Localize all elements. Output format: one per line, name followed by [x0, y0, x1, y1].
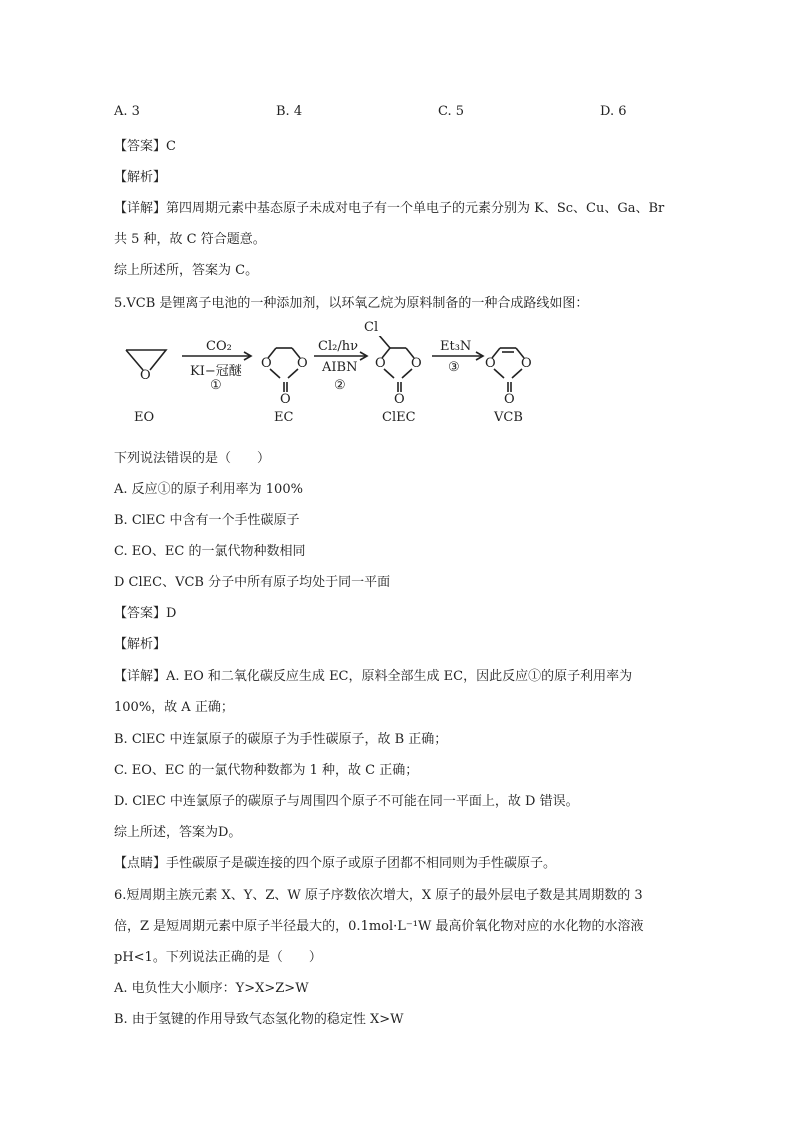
q4-detail-line2: 共 5 种，故 C 符合题意。 — [114, 232, 266, 247]
q4-analysis: 【解析】 — [114, 170, 167, 185]
q5-question: 下列说法错误的是（ ） — [114, 451, 271, 466]
option-d: D. 6 — [600, 104, 627, 119]
q5-stem: 5.VCB 是锂离子电池的一种添加剂，以环氧乙烷为原料制备的一种合成路线如图： — [114, 296, 589, 311]
q6-option-a: A. 电负性大小顺序：Y>X>Z>W — [114, 981, 309, 996]
q5-detail-line4: C. EO、EC 的一氯代物种数都为 1 种，故 C 正确； — [114, 763, 419, 778]
q6-stem-line3: pH<1。下列说法正确的是（ ） — [114, 950, 322, 965]
option-b: B. 4 — [276, 104, 303, 119]
clec-carbonyl-oxygen: O — [394, 392, 405, 407]
step1-number: ① — [210, 378, 222, 393]
vcb-oxygen-right: O — [521, 356, 532, 371]
step2-number: ② — [334, 378, 346, 393]
eo-structure — [126, 350, 166, 370]
vcb-carbonyl-oxygen: O — [504, 392, 515, 407]
q5-option-c: C. EO、EC 的一氯代物种数相同 — [114, 544, 306, 559]
clec-oxygen-left: O — [375, 356, 386, 371]
q5-detail-line1: 【详解】A. EO 和二氧化碳反应生成 EC，原料全部生成 EC，因此反应①的原子利用率为 — [114, 669, 633, 684]
step1-reagent-bottom: KI−冠醚 — [190, 364, 242, 379]
q5-detail-line3: B. ClEC 中连氯原子的碳原子为手性碳原子，故 B 正确； — [114, 732, 448, 747]
ec-carbonyl-oxygen: O — [280, 392, 291, 407]
q5-answer: 【答案】D — [114, 606, 177, 621]
q5-analysis: 【解析】 — [114, 637, 167, 652]
step2-reagent-top: Cl₂/hν — [318, 339, 358, 354]
q5-summary: 综上所述，答案为D。 — [114, 825, 242, 840]
label-vcb: VCB — [494, 410, 523, 425]
q5-option-b: B. ClEC 中含有一个手性碳原子 — [114, 513, 300, 528]
q6-option-b: B. 由于氢键的作用导致气态氢化物的稳定性 X>W — [114, 1012, 404, 1027]
q6-stem-line1: 6.短周期主族元素 X、Y、Z、W 原子序数依次增大，X 原子的最外层电子数是其周期数的 3 — [114, 888, 643, 903]
vcb-structure — [492, 348, 524, 392]
q5-detail-line5: D. ClEC 中连氯原子的碳原子与周围四个原子不可能在同一平面上，故 D 错误。 — [114, 794, 579, 809]
q5-option-a: A. 反应①的原子利用率为 100% — [114, 482, 303, 497]
ec-structure — [268, 348, 300, 392]
eo-oxygen: O — [140, 368, 151, 383]
option-c: C. 5 — [438, 104, 465, 119]
vcb-oxygen-left: O — [485, 356, 496, 371]
ec-oxygen-left: O — [261, 356, 272, 371]
label-eo: EO — [134, 410, 155, 425]
label-clec: ClEC — [382, 410, 416, 425]
reaction-scheme — [114, 320, 684, 436]
clec-chlorine: Cl — [364, 320, 379, 335]
step3-reagent-top: Et₃N — [440, 339, 472, 354]
clec-oxygen-right: O — [411, 356, 422, 371]
q6-stem-line2: 倍，Z 是短周期元素中原子半径最大的，0.1mol·L⁻¹W 最高价氧化物对应的水化物的水溶液 — [114, 919, 644, 934]
step2-reagent-bottom: AIBN — [322, 360, 358, 375]
ec-oxygen-right: O — [297, 356, 308, 371]
label-ec: EC — [274, 410, 294, 425]
q4-summary: 综上所述所，答案为 C。 — [114, 263, 259, 278]
q4-answer: 【答案】C — [114, 139, 176, 154]
q5-detail-line2: 100%，故 A 正确； — [114, 700, 234, 715]
q5-option-d: D ClEC、VCB 分子中所有原子均处于同一平面 — [114, 575, 391, 590]
step3-number: ③ — [448, 360, 460, 375]
q5-point: 【点睛】手性碳原子是碳连接的四个原子或原子团都不相同则为手性碳原子。 — [114, 856, 557, 871]
step1-reagent-top: CO₂ — [206, 339, 232, 354]
q4-detail-line1: 【详解】第四周期元素中基态原子未成对电子有一个单电子的元素分别为 K、Sc、Cu、Ga、Br — [114, 201, 665, 216]
option-a: A. 3 — [114, 104, 140, 119]
